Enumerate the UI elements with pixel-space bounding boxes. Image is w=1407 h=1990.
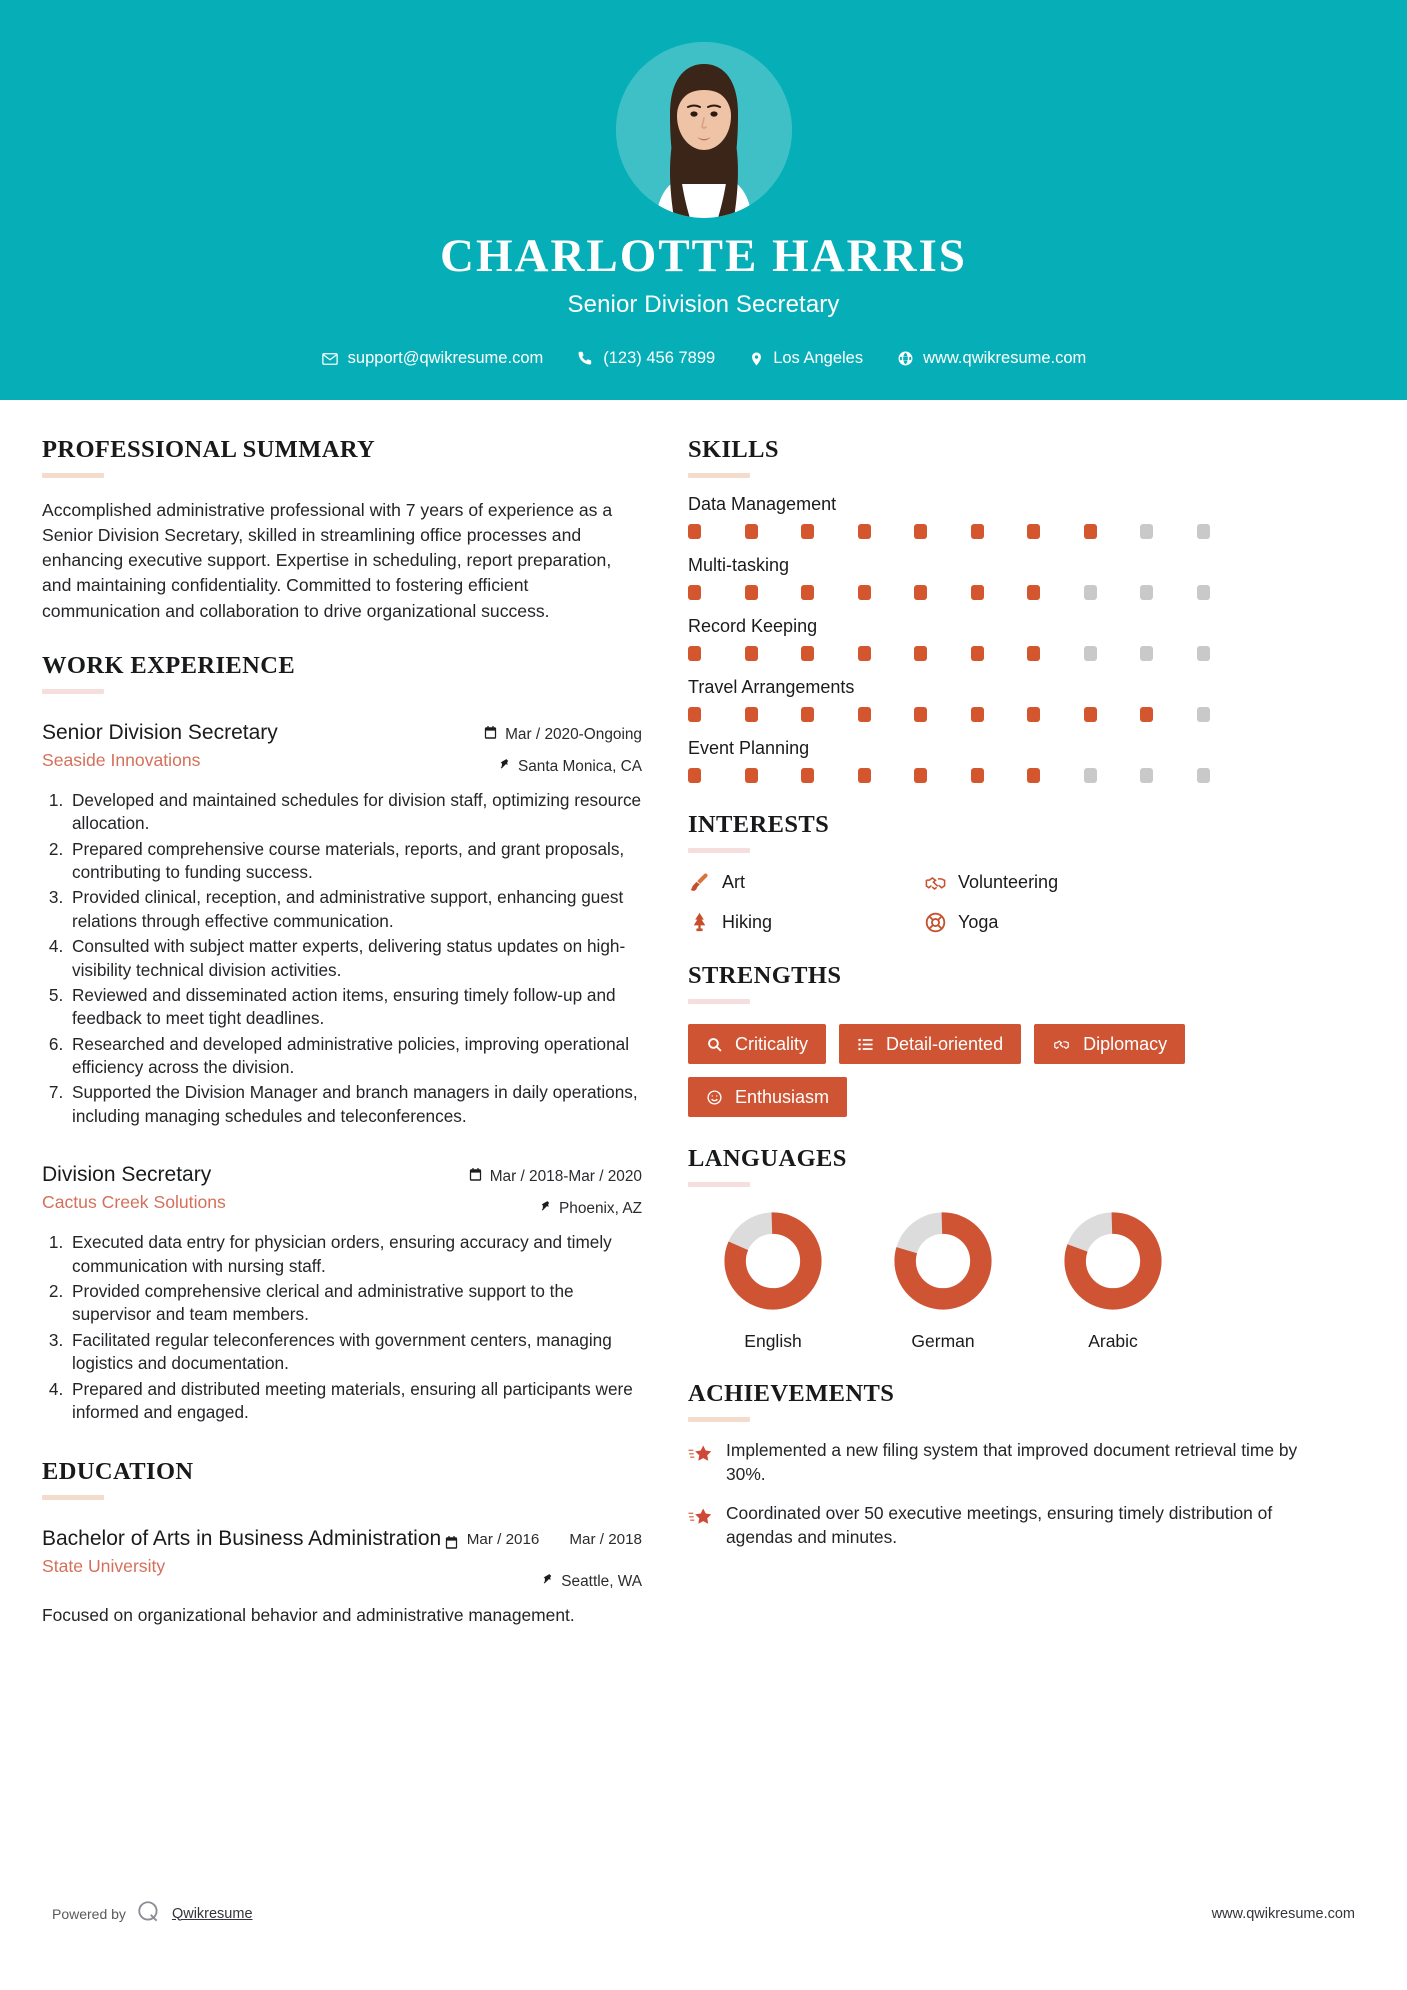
skill-dot xyxy=(914,646,927,661)
skill-dot xyxy=(688,585,701,600)
footer-site: www.qwikresume.com xyxy=(1211,1905,1355,1922)
language-donut xyxy=(1063,1211,1163,1311)
skill-dot xyxy=(801,646,814,661)
skill-dot xyxy=(688,524,701,539)
languages-list xyxy=(688,1211,1308,1352)
footer-brand xyxy=(52,1899,253,1928)
skill-dot xyxy=(971,646,984,661)
skill-dot xyxy=(914,768,927,783)
skill-dot xyxy=(914,585,927,600)
smiley-icon xyxy=(706,1089,723,1106)
skill-dot xyxy=(688,707,701,722)
skill-dot xyxy=(1027,524,1040,539)
skill-dot xyxy=(745,585,758,600)
skill-dot xyxy=(1084,707,1097,722)
education-degree: Bachelor of Arts in Business Administration xyxy=(42,1527,442,1551)
skill-dot xyxy=(1197,585,1210,600)
pushpin-icon xyxy=(539,1199,552,1219)
skill-dot xyxy=(745,524,758,539)
skill-dot xyxy=(745,707,758,722)
pushpin-icon xyxy=(541,1572,554,1592)
education-date-end: Mar / 2018 xyxy=(569,1531,642,1549)
section-heading-strengths: STRENGTHS xyxy=(688,962,842,989)
language-donut xyxy=(723,1211,823,1311)
language-item xyxy=(1028,1211,1198,1352)
skill-dot xyxy=(1027,707,1040,722)
interest-label: Art xyxy=(722,872,746,892)
list-item: 5. Reviewed and disseminated action items, ensuring timely follow-up and feedback to meet tight deadlines. xyxy=(68,984,642,1031)
page-title: CHARLOTTE HARRIS xyxy=(440,230,967,282)
list-icon xyxy=(857,1036,874,1053)
language-label: English xyxy=(744,1331,802,1351)
strength-label: Enthusiasm xyxy=(735,1087,830,1107)
achievement-item xyxy=(688,1502,1308,1550)
skill-dot xyxy=(1140,646,1153,661)
section-heading-languages: LANGUAGES xyxy=(688,1145,847,1172)
interest-item xyxy=(924,911,1308,934)
language-item xyxy=(688,1211,858,1352)
summary-text: Accomplished administrative professional with 7 years of experience as a Senior Division Secretary, skilled in streamlining office processes and enhancing executive support. Expertise in scheduling, report preparation, and maintaining confidentiality. Committed to fostering efficient communication and collaboration to drive organizational success. xyxy=(42,500,613,621)
skill-dot xyxy=(1084,768,1097,783)
section-rule xyxy=(688,1182,750,1187)
status-badge xyxy=(688,1024,826,1064)
interest-item xyxy=(688,911,924,934)
strength-label: Criticality xyxy=(735,1034,809,1054)
work-location-text: Santa Monica, CA xyxy=(517,757,642,775)
work-location xyxy=(452,757,642,777)
skill-rating xyxy=(688,768,1308,783)
search-icon xyxy=(706,1036,723,1053)
language-item xyxy=(858,1211,1028,1352)
section-rule xyxy=(42,473,104,478)
contact-website-text: www.qwikresume.com xyxy=(923,349,1087,368)
section-rule xyxy=(688,473,750,478)
handshake-icon xyxy=(1052,1036,1071,1053)
work-role: Division Secretary xyxy=(42,1163,212,1187)
page-footer xyxy=(0,1899,1407,1928)
section-heading-skills: SKILLS xyxy=(688,436,779,463)
section-heading-summary: PROFESSIONAL SUMMARY xyxy=(42,436,376,463)
skill-dot xyxy=(914,524,927,539)
list-item: 7. Supported the Division Manager and branch managers in daily operations, including managing schedules and teleconferences. xyxy=(68,1081,642,1128)
skill-dot xyxy=(1027,768,1040,783)
work-company: Seaside Innovations xyxy=(42,749,201,770)
skill-dot xyxy=(858,707,871,722)
education-location xyxy=(444,1572,642,1592)
list-item: 6. Researched and developed administrative policies, improving operational efficiency across the division. xyxy=(68,1033,642,1080)
section-rule xyxy=(688,1417,750,1422)
education-location-text: Seattle, WA xyxy=(561,1572,642,1590)
work-location-text: Phoenix, AZ xyxy=(559,1200,642,1218)
avatar-photo xyxy=(616,42,792,218)
interest-label: Yoga xyxy=(958,912,999,932)
education-description: Focused on organizational behavior and administrative management. xyxy=(42,1604,575,1625)
work-dates-text: Mar / 2020-Ongoing xyxy=(505,725,642,743)
language-label: Arabic xyxy=(1088,1331,1138,1351)
work-bullets xyxy=(42,789,642,1128)
resume-header xyxy=(0,0,1407,400)
skill-dot xyxy=(1084,524,1097,539)
skill-dot xyxy=(688,646,701,661)
work-location xyxy=(452,1199,642,1219)
list-item: 4. Consulted with subject matter experts, delivering status updates on high-visibility technical division activities. xyxy=(68,935,642,982)
section-rule xyxy=(688,999,750,1004)
section-interests xyxy=(688,811,1308,934)
skill-dot xyxy=(801,707,814,722)
section-heading-work: WORK EXPERIENCE xyxy=(42,651,296,679)
resume-body xyxy=(0,400,1407,1627)
skill-dot xyxy=(1140,585,1153,600)
contact-website[interactable] xyxy=(880,349,1103,368)
interest-label: Volunteering xyxy=(958,872,1059,892)
paintbrush-icon xyxy=(688,871,711,894)
contact-row xyxy=(0,349,1407,368)
contact-phone[interactable] xyxy=(560,349,732,368)
work-dates xyxy=(452,725,642,745)
skill-item xyxy=(688,555,1308,600)
skill-dot xyxy=(801,768,814,783)
achievements-list xyxy=(688,1439,1308,1549)
contact-location[interactable] xyxy=(732,349,880,368)
contact-email[interactable] xyxy=(304,349,561,368)
work-dates-text: Mar / 2018-Mar / 2020 xyxy=(489,1168,642,1186)
skill-dot xyxy=(858,585,871,600)
list-item: 3. Provided clinical, reception, and administrative support, enhancing guest relations through effective communication. xyxy=(68,886,642,933)
skill-dot xyxy=(1197,524,1210,539)
powered-by-label: Powered by xyxy=(52,1905,126,1922)
skill-dot xyxy=(801,585,814,600)
list-item: 4. Prepared and distributed meeting materials, ensuring all participants were informed and engaged. xyxy=(68,1378,642,1425)
star-icon xyxy=(688,1505,713,1530)
work-dates xyxy=(452,1167,642,1187)
language-label: German xyxy=(911,1331,975,1351)
interest-label: Hiking xyxy=(722,912,773,932)
calendar-icon xyxy=(444,1535,459,1556)
phone-icon xyxy=(577,350,594,367)
interest-item xyxy=(924,871,1308,894)
skill-dot xyxy=(1140,524,1153,539)
skill-dot xyxy=(745,646,758,661)
interest-item xyxy=(688,871,924,894)
skill-dot xyxy=(971,524,984,539)
avatar xyxy=(616,42,792,218)
skill-item xyxy=(688,677,1308,722)
achievement-text: Coordinated over 50 executive meetings, ensuring timely distribution of agendas and minutes. xyxy=(726,1502,1273,1547)
strengths-list xyxy=(688,1024,1308,1117)
work-role: Senior Division Secretary xyxy=(42,720,278,744)
work-entry xyxy=(42,720,642,1128)
achievement-text: Implemented a new filing system that improved document retrieval time by 30%. xyxy=(726,1440,1298,1484)
left-column xyxy=(42,436,642,1627)
globe-icon xyxy=(897,350,914,367)
strength-label: Diplomacy xyxy=(1083,1034,1168,1054)
job-title: Senior Division Secretary xyxy=(567,291,840,319)
skill-dot xyxy=(1027,646,1040,661)
skill-dot xyxy=(1140,768,1153,783)
pushpin-icon xyxy=(498,757,511,777)
lifebuoy-icon xyxy=(924,911,947,934)
section-languages xyxy=(688,1145,1308,1352)
education-school: State University xyxy=(42,1556,166,1577)
section-rule xyxy=(688,848,750,853)
skill-dot xyxy=(688,768,701,783)
qwikresume-link[interactable]: Qwikresume xyxy=(171,1905,253,1922)
status-badge xyxy=(1034,1024,1185,1064)
calendar-icon xyxy=(483,725,498,745)
skill-label: Record Keeping xyxy=(688,616,818,636)
education-entry xyxy=(42,1526,642,1627)
work-bullets xyxy=(42,1231,642,1424)
star-icon xyxy=(688,1442,713,1467)
skill-dot xyxy=(801,524,814,539)
skill-dot xyxy=(1197,646,1210,661)
section-skills xyxy=(688,436,1308,783)
skill-dot xyxy=(858,646,871,661)
skill-dot xyxy=(1084,585,1097,600)
section-rule xyxy=(42,689,104,694)
list-item: 2. Prepared comprehensive course materials, reports, and grant proposals, contributing to funding success. xyxy=(68,838,642,885)
location-pin-icon xyxy=(749,350,764,368)
interests-grid xyxy=(688,871,1308,934)
skill-dot xyxy=(1197,707,1210,722)
skill-dot xyxy=(1140,707,1153,722)
contact-phone-text: (123) 456 7899 xyxy=(603,349,716,368)
status-badge xyxy=(839,1024,1021,1064)
section-professional-summary xyxy=(42,436,642,624)
handshake-icon xyxy=(924,871,947,894)
strength-label: Detail-oriented xyxy=(886,1034,1004,1054)
skill-rating xyxy=(688,585,1308,600)
skill-dot xyxy=(914,707,927,722)
section-strengths xyxy=(688,962,1308,1117)
mail-icon xyxy=(321,350,339,368)
section-education xyxy=(42,1458,642,1627)
tree-icon xyxy=(688,911,711,934)
calendar-icon xyxy=(468,1167,483,1187)
section-heading-achievements: ACHIEVEMENTS xyxy=(688,1380,895,1407)
skill-rating xyxy=(688,707,1308,722)
skill-rating xyxy=(688,646,1308,661)
work-company: Cactus Creek Solutions xyxy=(42,1192,226,1213)
status-badge xyxy=(688,1077,847,1117)
skill-dot xyxy=(745,768,758,783)
section-rule xyxy=(42,1495,104,1500)
skill-label: Multi-tasking xyxy=(688,555,790,575)
skill-dot xyxy=(971,585,984,600)
skill-label: Travel Arrangements xyxy=(688,677,855,697)
right-column xyxy=(688,436,1308,1627)
list-item: 3. Facilitated regular teleconferences with government centers, managing logistics and documentation. xyxy=(68,1329,642,1376)
section-heading-interests: INTERESTS xyxy=(688,811,830,838)
contact-location-text: Los Angeles xyxy=(773,349,864,368)
section-work-experience xyxy=(42,652,642,1425)
contact-email-text: support@qwikresume.com xyxy=(347,349,544,368)
language-donut xyxy=(893,1211,993,1311)
skill-rating xyxy=(688,524,1308,539)
section-heading-education: EDUCATION xyxy=(42,1458,194,1486)
qwikresume-logo-icon xyxy=(136,1899,162,1928)
skill-dot xyxy=(1027,585,1040,600)
list-item: 1. Developed and maintained schedules for division staff, optimizing resource allocation. xyxy=(68,789,642,836)
skill-item xyxy=(688,494,1308,539)
education-dates xyxy=(444,1531,642,1556)
list-item: 2. Provided comprehensive clerical and administrative support to the supervisor and team members. xyxy=(68,1280,642,1327)
skill-label: Event Planning xyxy=(688,738,810,758)
section-achievements xyxy=(688,1380,1308,1549)
skill-dot xyxy=(971,707,984,722)
achievement-item xyxy=(688,1439,1308,1487)
skill-dot xyxy=(858,768,871,783)
list-item: 1. Executed data entry for physician orders, ensuring accuracy and timely communication with nursing staff. xyxy=(68,1231,642,1278)
skill-dot xyxy=(1084,646,1097,661)
skill-dot xyxy=(1197,768,1210,783)
skill-dot xyxy=(971,768,984,783)
work-entry xyxy=(42,1162,642,1424)
skill-item xyxy=(688,738,1308,783)
skill-dot xyxy=(858,524,871,539)
education-date-start: Mar / 2016 xyxy=(466,1531,540,1549)
skill-item xyxy=(688,616,1308,661)
skill-label: Data Management xyxy=(688,494,837,514)
